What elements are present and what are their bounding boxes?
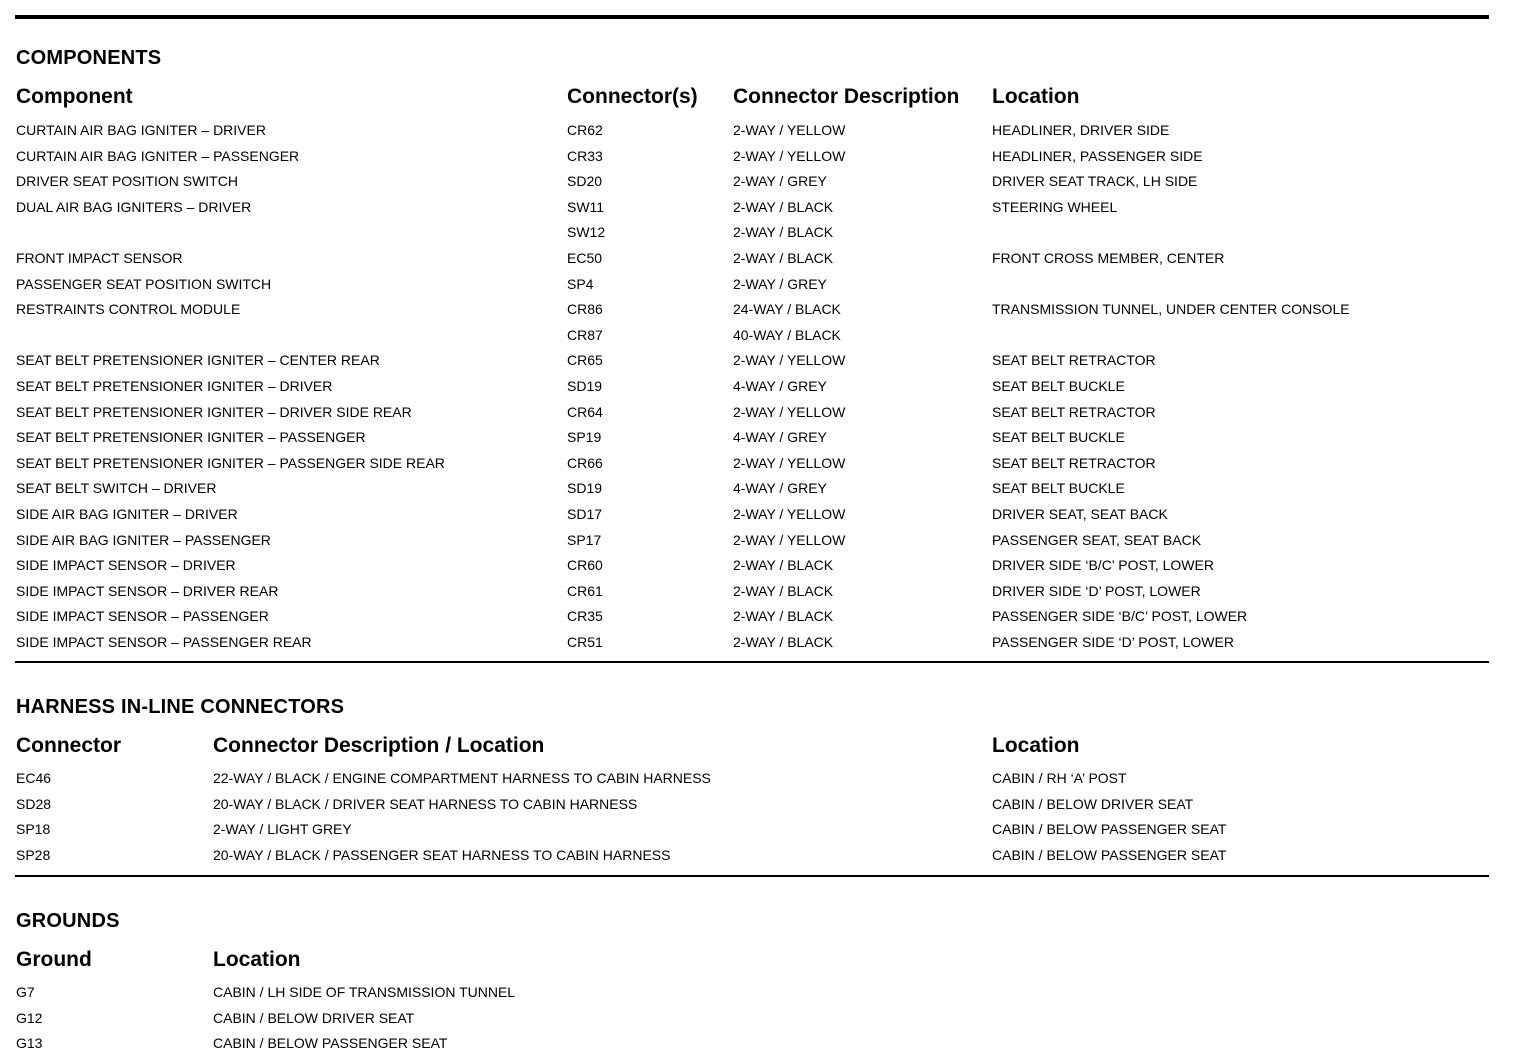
ground-id: G13 <box>16 1035 43 1052</box>
grounds-header-location: Location <box>213 948 301 971</box>
components-title: COMPONENTS <box>16 47 162 69</box>
harness-description: 20-WAY / BLACK / PASSENGER SEAT HARNESS TO CABIN HARNESS <box>213 846 671 863</box>
component-name: DUAL AIR BAG IGNITERS – DRIVER <box>16 198 252 215</box>
ground-id: G7 <box>16 984 35 1000</box>
components-header-connectors: Connector(s) <box>567 85 698 108</box>
table-row <box>0 429 1520 455</box>
connector-description: 4-WAY / GREY <box>733 429 827 446</box>
table-row <box>0 301 1520 327</box>
table-row <box>0 327 1520 353</box>
table-row <box>0 770 1520 796</box>
connector-id: CR62 <box>567 122 603 138</box>
component-name: SEAT BELT PRETENSIONER IGNITER – PASSENGER SIDE REAR <box>16 454 445 471</box>
components-header-component: Component <box>16 85 133 108</box>
connector-description: 2-WAY / BLACK <box>733 198 834 215</box>
harness-header-description: Connector Description / Location <box>213 734 545 757</box>
table-row <box>0 796 1520 822</box>
table-row <box>0 250 1520 276</box>
component-location: SEAT BELT BUCKLE <box>992 429 1125 446</box>
component-location: DRIVER SEAT, SEAT BACK <box>992 505 1168 522</box>
harness-location: CABIN / RH ‘A’ POST <box>992 770 1127 786</box>
harness-location: CABIN / BELOW PASSENGER SEAT <box>992 821 1227 838</box>
component-location: SEAT BELT RETRACTOR <box>992 352 1156 369</box>
component-location: SEAT BELT RETRACTOR <box>992 403 1156 420</box>
component-name: DRIVER SEAT POSITION SWITCH <box>16 173 238 190</box>
component-name: SIDE IMPACT SENSOR – DRIVER <box>16 557 236 574</box>
connector-id: CR64 <box>567 403 603 420</box>
component-name: FRONT IMPACT SENSOR <box>16 249 183 266</box>
component-location: HEADLINER, DRIVER SIDE <box>992 122 1170 138</box>
connector-description: 2-WAY / BLACK <box>733 224 834 241</box>
component-name: SEAT BELT PRETENSIONER IGNITER – DRIVER SIDE REAR <box>16 403 412 420</box>
component-name: CURTAIN AIR BAG IGNITER – DRIVER <box>16 122 266 138</box>
component-location: DRIVER SEAT TRACK, LH SIDE <box>992 173 1198 190</box>
connector-description: 2-WAY / YELLOW <box>733 147 846 164</box>
connector-id: SD17 <box>567 505 603 522</box>
table-row <box>0 480 1520 506</box>
connector-description: 2-WAY / BLACK <box>733 249 834 266</box>
connector-description: 2-WAY / BLACK <box>733 633 834 650</box>
component-name: SEAT BELT PRETENSIONER IGNITER – CENTER REAR <box>16 352 380 369</box>
connector-description: 2-WAY / GREY <box>733 173 827 190</box>
component-location: DRIVER SIDE ‘D’ POST, LOWER <box>992 582 1201 599</box>
harness-header-location: Location <box>992 734 1080 757</box>
components-divider <box>15 661 1489 663</box>
table-row <box>0 984 1520 1010</box>
component-name: RESTRAINTS CONTROL MODULE <box>16 301 241 318</box>
connector-id: SD20 <box>567 173 603 190</box>
ground-id: G12 <box>16 1009 43 1026</box>
connector-id: SP17 <box>567 531 602 548</box>
connector-description: 2-WAY / YELLOW <box>733 352 846 369</box>
table-row <box>0 1010 1520 1036</box>
table-row <box>0 847 1520 873</box>
harness-connector-id: SP28 <box>16 846 51 863</box>
harness-description: 20-WAY / BLACK / DRIVER SEAT HARNESS TO CABIN HARNESS <box>213 795 638 812</box>
connector-id: CR66 <box>567 454 603 471</box>
table-row <box>0 583 1520 609</box>
connector-id: CR35 <box>567 608 603 625</box>
connector-id: CR60 <box>567 557 603 574</box>
component-location: TRANSMISSION TUNNEL, UNDER CENTER CONSOLE <box>992 301 1350 318</box>
connector-id: SW11 <box>567 198 605 215</box>
table-row <box>0 1035 1520 1061</box>
connector-description: 2-WAY / BLACK <box>733 608 834 625</box>
grounds-header-ground: Ground <box>16 948 92 971</box>
harness-connector-id: SP18 <box>16 821 51 838</box>
table-row <box>0 199 1520 225</box>
connector-description: 2-WAY / YELLOW <box>733 505 846 522</box>
harness-description: 2-WAY / LIGHT GREY <box>213 821 352 838</box>
harness-location: CABIN / BELOW PASSENGER SEAT <box>992 846 1227 863</box>
connector-id: CR65 <box>567 352 603 369</box>
component-location: HEADLINER, PASSENGER SIDE <box>992 147 1203 164</box>
connector-description: 2-WAY / BLACK <box>733 557 834 574</box>
table-row <box>0 608 1520 634</box>
table-row <box>0 455 1520 481</box>
harness-header-connector: Connector <box>16 734 121 757</box>
table-row <box>0 173 1520 199</box>
harness-connector-id: SD28 <box>16 795 52 812</box>
table-row <box>0 378 1520 404</box>
connector-id: SD19 <box>567 377 603 394</box>
component-location: PASSENGER SEAT, SEAT BACK <box>992 531 1202 548</box>
component-location: DRIVER SIDE ‘B/C’ POST, LOWER <box>992 557 1214 574</box>
ground-location: CABIN / LH SIDE OF TRANSMISSION TUNNEL <box>213 984 516 1000</box>
table-row <box>0 352 1520 378</box>
component-location: SEAT BELT BUCKLE <box>992 480 1125 497</box>
component-location: PASSENGER SIDE ‘B/C’ POST, LOWER <box>992 608 1248 625</box>
connector-id: SW12 <box>567 224 606 241</box>
harness-description: 22-WAY / BLACK / ENGINE COMPARTMENT HARNESS TO CABIN HARNESS <box>213 770 711 786</box>
component-name: SIDE AIR BAG IGNITER – PASSENGER <box>16 531 271 548</box>
ground-location: CABIN / BELOW DRIVER SEAT <box>213 1009 415 1026</box>
table-row <box>0 532 1520 558</box>
components-header-location: Location <box>992 85 1080 108</box>
table-row <box>0 821 1520 847</box>
connector-id: SP4 <box>567 275 594 292</box>
component-name: PASSENGER SEAT POSITION SWITCH <box>16 275 272 292</box>
components-header-description: Connector Description <box>733 85 960 108</box>
table-row <box>0 404 1520 430</box>
top-rule <box>15 15 1489 19</box>
connector-description: 2-WAY / YELLOW <box>733 454 846 471</box>
component-location: PASSENGER SIDE ‘D’ POST, LOWER <box>992 633 1234 650</box>
connector-description: 24-WAY / BLACK <box>733 301 841 318</box>
connector-description: 4-WAY / GREY <box>733 480 827 497</box>
component-name: SEAT BELT PRETENSIONER IGNITER – PASSENGER <box>16 429 366 446</box>
ground-location: CABIN / BELOW PASSENGER SEAT <box>213 1035 448 1052</box>
component-name: SEAT BELT SWITCH – DRIVER <box>16 480 217 497</box>
component-location: SEAT BELT RETRACTOR <box>992 454 1156 471</box>
connector-description: 2-WAY / YELLOW <box>733 531 846 548</box>
table-row <box>0 148 1520 174</box>
table-row <box>0 557 1520 583</box>
connector-id: SD19 <box>567 480 603 497</box>
harness-title: HARNESS IN-LINE CONNECTORS <box>16 696 345 718</box>
connector-id: CR86 <box>567 301 603 318</box>
grounds-title: GROUNDS <box>16 910 120 932</box>
harness-location: CABIN / BELOW DRIVER SEAT <box>992 795 1194 812</box>
component-location: STEERING WHEEL <box>992 198 1118 215</box>
component-location: FRONT CROSS MEMBER, CENTER <box>992 249 1225 266</box>
connector-description: 2-WAY / YELLOW <box>733 403 846 420</box>
component-name: SIDE IMPACT SENSOR – DRIVER REAR <box>16 582 279 599</box>
grounds-table <box>0 984 1520 1061</box>
connector-description: 40-WAY / BLACK <box>733 326 841 343</box>
connector-id: SP19 <box>567 429 602 446</box>
connector-description: 2-WAY / GREY <box>733 275 827 292</box>
component-name: SIDE IMPACT SENSOR – PASSENGER <box>16 608 269 625</box>
table-row <box>0 634 1520 660</box>
component-name: CURTAIN AIR BAG IGNITER – PASSENGER <box>16 147 300 164</box>
connector-description: 4-WAY / GREY <box>733 377 827 394</box>
table-row <box>0 122 1520 148</box>
components-table <box>0 122 1520 659</box>
harness-table <box>0 770 1520 872</box>
connector-id: CR61 <box>567 582 603 599</box>
component-location: SEAT BELT BUCKLE <box>992 377 1125 394</box>
connector-id: CR33 <box>567 147 603 164</box>
component-name: SIDE IMPACT SENSOR – PASSENGER REAR <box>16 633 312 650</box>
connector-description: 2-WAY / YELLOW <box>733 122 846 138</box>
harness-divider <box>15 875 1489 877</box>
harness-connector-id: EC46 <box>16 770 52 786</box>
connector-id: EC50 <box>567 249 603 266</box>
connector-description: 2-WAY / BLACK <box>733 582 834 599</box>
connector-id: CR87 <box>567 326 603 343</box>
table-row <box>0 276 1520 302</box>
connector-id: CR51 <box>567 633 603 650</box>
component-name: SEAT BELT PRETENSIONER IGNITER – DRIVER <box>16 377 333 394</box>
component-name: SIDE AIR BAG IGNITER – DRIVER <box>16 505 238 522</box>
table-row <box>0 224 1520 250</box>
table-row <box>0 506 1520 532</box>
